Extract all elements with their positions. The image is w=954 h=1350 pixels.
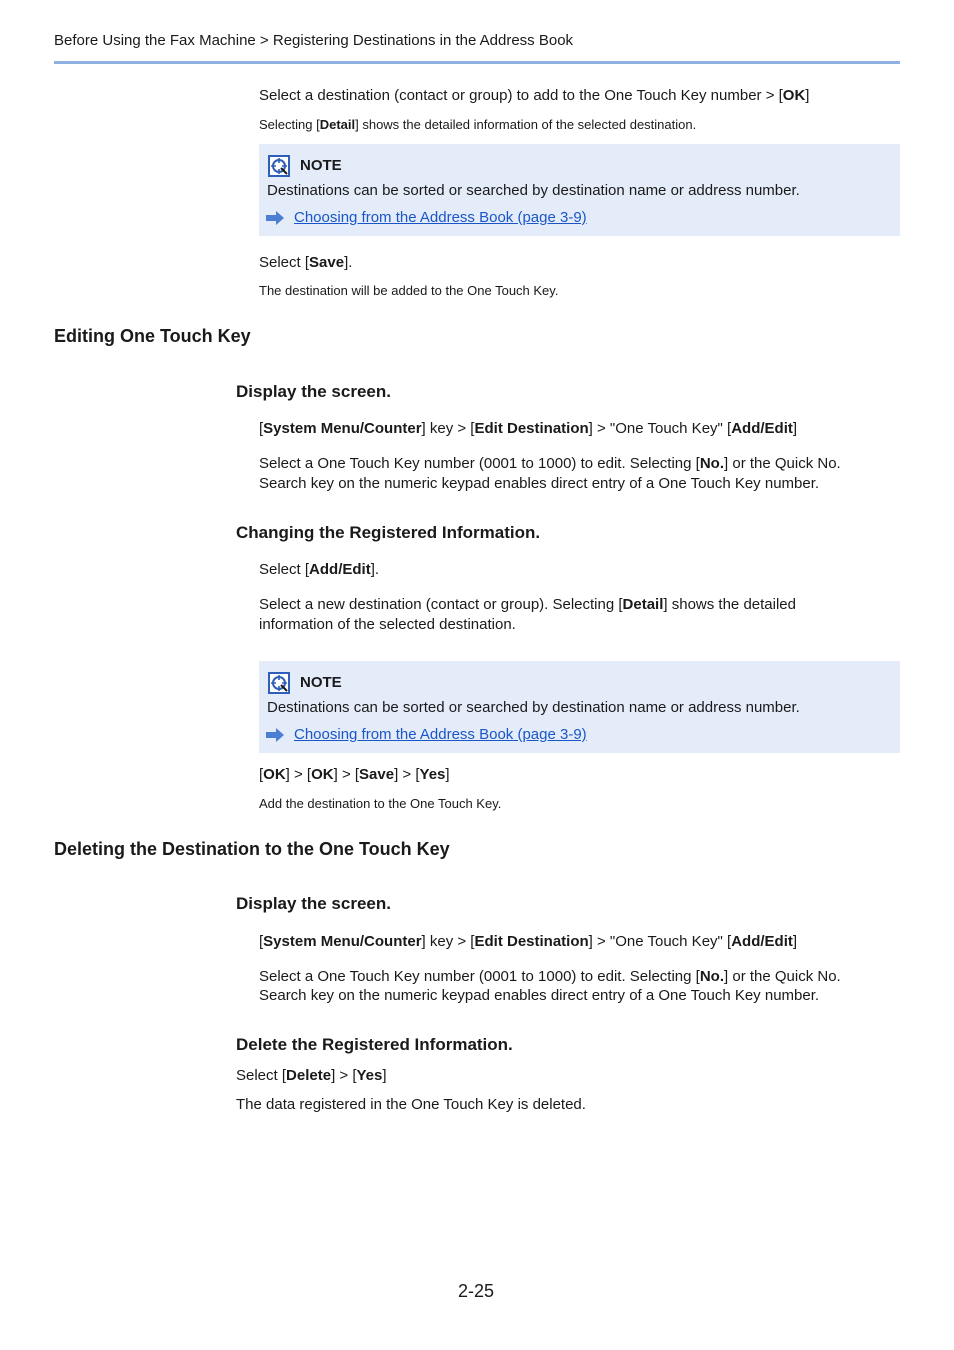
- menu-path: [System Menu/Counter] key > [Edit Destination] > "One Touch Key" [Add/Edit]: [259, 933, 798, 950]
- step-title-display-screen: Display the screen.: [236, 382, 391, 401]
- note-icon: [268, 672, 290, 694]
- section-heading-editing: Editing One Touch Key: [54, 326, 251, 346]
- note-box: [259, 661, 900, 753]
- note-box: [259, 144, 900, 236]
- note-text: Destinations can be sorted or searched by destination name or address number.: [267, 182, 800, 199]
- select-number-text: Select a One Touch Key number (0001 to 1000) to edit. Selecting [No.] or the Quick No.: [259, 455, 841, 472]
- delete-result-text: The data registered in the One Touch Key is deleted.: [236, 1096, 586, 1113]
- step-title-delete: Delete the Registered Information.: [236, 1035, 513, 1054]
- arrow-right-icon: [266, 211, 284, 225]
- note-icon: [268, 155, 290, 177]
- select-number-text: Select a One Touch Key number (0001 to 1000) to edit. Selecting [No.] or the Quick No.: [259, 968, 841, 985]
- note-title: NOTE: [300, 157, 342, 174]
- step-title-display-screen: Display the screen.: [236, 894, 391, 913]
- arrow-right-icon: [266, 728, 284, 742]
- address-book-link[interactable]: Choosing from the Address Book (page 3-9): [294, 726, 587, 743]
- breadcrumb: Before Using the Fax Machine > Registering Destinations in the Address Book: [54, 32, 574, 49]
- step-select-destination-desc: Selecting [Detail] shows the detailed information of the selected destination.: [259, 117, 697, 132]
- note-title: NOTE: [300, 674, 342, 691]
- step-select-destination: Select a destination (contact or group) to add to the One Touch Key number > [OK]: [259, 87, 810, 104]
- step-select-save: Select [Save].: [259, 254, 353, 271]
- header-divider: [54, 61, 900, 64]
- step-title-changing: Changing the Registered Information.: [236, 523, 541, 542]
- address-book-link[interactable]: Choosing from the Address Book (page 3-9): [294, 209, 587, 226]
- step-select-save-desc: The destination will be added to the One Touch Key.: [259, 283, 559, 298]
- note-text: Destinations can be sorted or searched by destination name or address number.: [267, 699, 800, 716]
- select-number-text-2: Search key on the numeric keypad enables direct entry of a One Touch Key number.: [259, 475, 820, 492]
- select-delete-yes: Select [Delete] > [Yes]: [236, 1067, 387, 1084]
- select-number-text-2: Search key on the numeric keypad enables direct entry of a One Touch Key number.: [259, 987, 820, 1004]
- ok-save-sequence-desc: Add the destination to the One Touch Key.: [259, 796, 502, 811]
- section-heading-deleting: Deleting the Destination to the One Touch Key: [54, 839, 450, 859]
- menu-path: [System Menu/Counter] key > [Edit Destination] > "One Touch Key" [Add/Edit]: [259, 420, 798, 437]
- select-new-destination-2: information of the selected destination.: [259, 616, 516, 633]
- ok-save-sequence: [OK] > [OK] > [Save] > [Yes]: [259, 766, 450, 783]
- select-new-destination: Select a new destination (contact or group). Selecting [Detail] shows the detailed: [259, 596, 796, 613]
- page-number: 2-25: [458, 1281, 495, 1301]
- select-add-edit: Select [Add/Edit].: [259, 561, 380, 578]
